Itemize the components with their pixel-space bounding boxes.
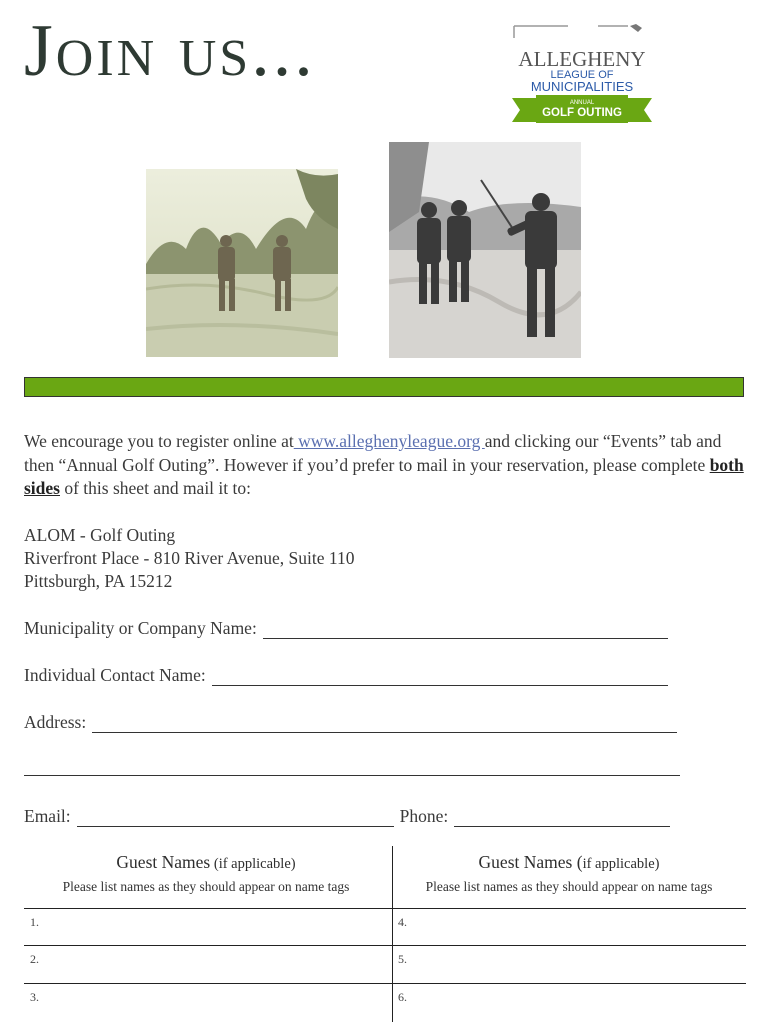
guest-header-left [24,852,388,895]
guest-title-left: Guest Names [116,852,211,872]
intro-bold: both sides [24,454,744,498]
guest-row-5[interactable]: 5. [398,952,407,966]
intro-text-3: of this sheet and mail it to: [59,478,251,498]
phone-input-line[interactable] [454,812,670,827]
section-divider-bar [24,377,744,397]
intro-text-2: and clicking our “Events” tab and then “Annual Golf Outing”. However if you’d prefer to mail in your reservation, please complete [24,431,722,475]
guest-header-right [392,852,746,895]
logo-ribbon-small: ANNUAL [569,100,595,106]
contact-label: Individual Contact Name: [24,665,206,685]
address-line-2: Riverfront Place - 810 River Avenue, Suite 110 [24,548,355,568]
vintage-golf-swing-photo [389,142,581,358]
alom-golf-outing-logo [508,24,656,126]
guest-row-6[interactable]: 6. [398,990,407,1004]
guest-row-4[interactable]: 4. [398,915,407,929]
logo-line2: LEAGUE OF [550,69,614,81]
guest-note-right: if applicable) [582,856,660,872]
address-input-line[interactable] [92,718,677,733]
address-field [24,712,677,733]
page-title: Join us... [24,10,316,92]
logo-line1: ALLEGHENY [518,47,646,71]
website-link[interactable]: www.alleghenyleague.org [293,431,485,451]
guest-row-3[interactable]: 3. [30,990,39,1004]
intro-paragraph [24,430,754,501]
intro-text-1: We encourage you to register online at [24,431,294,451]
municipality-input-line[interactable] [263,624,668,639]
guest-table-rule [24,908,746,909]
email-input-line[interactable] [77,812,394,827]
guest-subtitle-left: Please list names as they should appear on name tags [62,879,350,894]
phone-label: Phone: [399,806,449,826]
guest-subtitle-right: Please list names as they should appear on name tags [425,879,713,894]
address-line-3: Pittsburgh, PA 15212 [24,571,173,591]
address-label: Address: [24,712,87,732]
email-phone-field [24,806,670,827]
address-input-line-2[interactable] [24,775,680,776]
address-line-1: ALOM - Golf Outing [24,525,176,545]
municipality-label: Municipality or Company Name: [24,618,257,638]
guest-note-left: (if applicable) [210,856,296,872]
guest-row-2[interactable]: 2. [30,952,39,966]
email-label: Email: [24,806,71,826]
vintage-golfers-photo [146,169,338,357]
guest-table-rule [24,983,746,984]
guest-title-right: Guest Names ( [478,852,583,872]
logo-ribbon-big: GOLF OUTING [542,107,622,119]
guest-row-1[interactable]: 1. [30,915,39,929]
contact-field [24,665,668,686]
contact-input-line[interactable] [212,671,668,686]
guest-table-rule [24,945,746,946]
logo-line3: MUNICIPALITIES [530,79,634,94]
municipality-field [24,618,668,639]
